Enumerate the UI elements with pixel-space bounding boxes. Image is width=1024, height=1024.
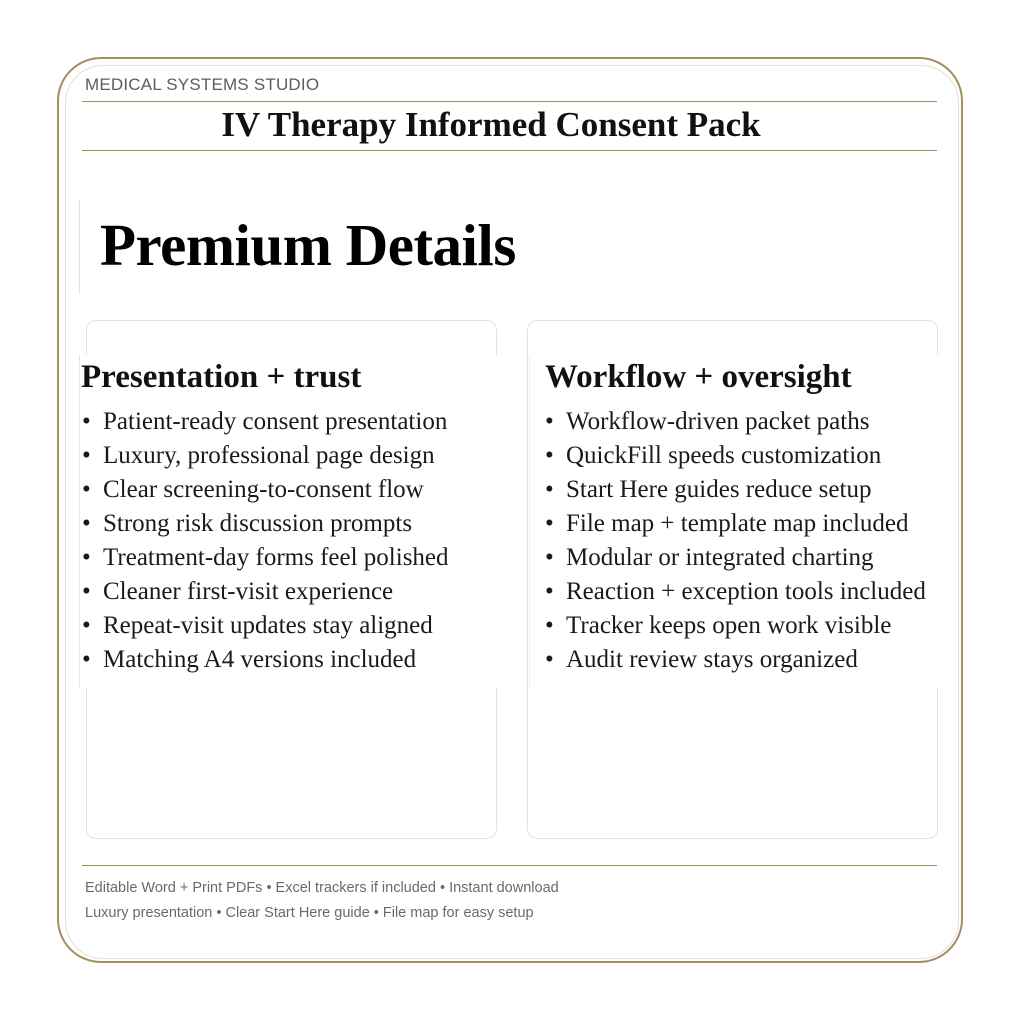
list-item-text: Repeat-visit updates stay aligned [103, 612, 433, 639]
bullet-list [544, 405, 926, 677]
list-item [544, 609, 926, 643]
bullet-icon: • [545, 408, 554, 435]
bullet-icon: • [82, 476, 91, 503]
bullet-icon: • [82, 510, 91, 537]
list-item-text: Audit review stays organized [566, 646, 858, 673]
list-item-text: QuickFill speeds customization [566, 442, 882, 469]
bullet-icon: • [82, 578, 91, 605]
header-bottom-rule [82, 150, 937, 151]
list-item [81, 473, 449, 507]
list-item [544, 473, 926, 507]
document-title: IV Therapy Informed Consent Pack [221, 105, 761, 144]
section-accent-line [79, 199, 80, 294]
list-item [544, 643, 926, 677]
bullet-icon: • [545, 612, 554, 639]
list-item-text: Clear screening-to-consent flow [103, 476, 424, 503]
list-item [81, 643, 449, 677]
list-item-text: Tracker keeps open work visible [566, 612, 892, 639]
bullet-icon: • [545, 510, 554, 537]
list-item-text: Modular or integrated charting [566, 544, 874, 571]
list-item-text: Reaction + exception tools included [566, 578, 926, 605]
bullet-list [81, 405, 449, 677]
list-item [81, 507, 449, 541]
list-item-text: Luxury, professional page design [103, 442, 435, 469]
list-item [544, 575, 926, 609]
header-top-rule [82, 101, 937, 102]
list-item-text: Matching A4 versions included [103, 646, 417, 673]
list-item [81, 439, 449, 473]
card-workflow-oversight [529, 355, 940, 688]
list-item [544, 507, 926, 541]
list-item [544, 439, 926, 473]
list-item [81, 609, 449, 643]
bullet-icon: • [82, 442, 91, 469]
bullet-icon: • [545, 442, 554, 469]
bullet-icon: • [545, 476, 554, 503]
list-item-text: Strong risk discussion prompts [103, 510, 413, 537]
list-item [81, 575, 449, 609]
bullet-icon: • [545, 544, 554, 571]
brand-label: MEDICAL SYSTEMS STUDIO [85, 75, 320, 94]
list-item-text: Workflow-driven packet paths [566, 408, 870, 435]
list-item [544, 541, 926, 575]
list-item [81, 405, 449, 439]
section-heading: Premium Details [100, 212, 516, 278]
list-item [544, 405, 926, 439]
list-item-text: File map + template map included [566, 510, 909, 537]
bullet-icon: • [545, 578, 554, 605]
footer-line-features: Editable Word + Print PDFs • Excel trackers if included • Instant download [85, 880, 559, 896]
footer-line-highlights: Luxury presentation • Clear Start Here guide • File map for easy setup [85, 905, 534, 921]
list-item-text: Treatment-day forms feel polished [103, 544, 449, 571]
bullet-icon: • [82, 544, 91, 571]
list-item-text: Patient-ready consent presentation [103, 408, 448, 435]
bullet-icon: • [545, 646, 554, 673]
list-item [81, 541, 449, 575]
card-presentation-trust [79, 355, 497, 688]
footer-rule [82, 865, 937, 866]
list-item-text: Start Here guides reduce setup [566, 476, 872, 503]
list-item-text: Cleaner first-visit experience [103, 578, 394, 605]
bullet-icon: • [82, 408, 91, 435]
card-title: Presentation + trust [81, 359, 362, 395]
bullet-icon: • [82, 646, 91, 673]
card-title: Workflow + oversight [545, 359, 852, 395]
bullet-icon: • [82, 612, 91, 639]
